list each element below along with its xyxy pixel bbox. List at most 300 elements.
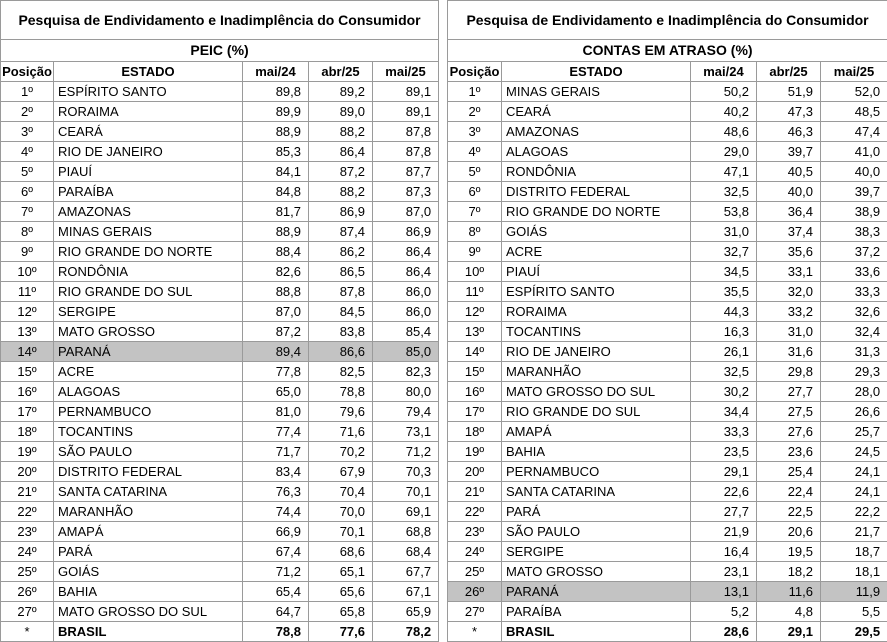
abr25-cell: 25,4 (757, 462, 821, 482)
state-cell: RIO GRANDE DO SUL (502, 402, 691, 422)
state-cell: RIO GRANDE DO SUL (54, 282, 243, 302)
position-cell: 10º (1, 262, 54, 282)
mai25-cell: 68,4 (373, 542, 439, 562)
mai24-cell: 64,7 (243, 602, 309, 622)
mai25-cell: 89,1 (373, 82, 439, 102)
mai25-cell: 86,4 (373, 242, 439, 262)
mai24-cell: 84,8 (243, 182, 309, 202)
table-row (448, 162, 887, 182)
mai24-cell: 30,2 (691, 382, 757, 402)
abr25-cell: 35,6 (757, 242, 821, 262)
abr25-cell: 33,1 (757, 262, 821, 282)
position-cell: 14º (448, 342, 502, 362)
table-row (448, 442, 887, 462)
abr25-cell: 32,0 (757, 282, 821, 302)
mai25-cell: 38,9 (821, 202, 887, 222)
mai24-cell: 87,0 (243, 302, 309, 322)
mai25-cell: 73,1 (373, 422, 439, 442)
position-cell: 19º (448, 442, 502, 462)
table-row (448, 262, 887, 282)
abr25-cell: 82,5 (309, 362, 373, 382)
table-subtitle: PEIC (%) (1, 40, 439, 62)
position-cell: 4º (1, 142, 54, 162)
mai25-cell: 69,1 (373, 502, 439, 522)
col-header-state: ESTADO (54, 62, 243, 82)
peic-panel (0, 0, 438, 642)
abr25-cell: 86,5 (309, 262, 373, 282)
state-cell: RIO GRANDE DO NORTE (502, 202, 691, 222)
position-cell: 6º (1, 182, 54, 202)
abr25-cell: 39,7 (757, 142, 821, 162)
mai25-cell: 40,0 (821, 162, 887, 182)
mai24-cell: 85,3 (243, 142, 309, 162)
state-cell: ESPÍRITO SANTO (502, 282, 691, 302)
mai25-cell: 71,2 (373, 442, 439, 462)
mai25-cell: 24,5 (821, 442, 887, 462)
abr25-cell: 4,8 (757, 602, 821, 622)
state-cell: RIO GRANDE DO NORTE (54, 242, 243, 262)
position-cell: 17º (448, 402, 502, 422)
table-row (1, 522, 439, 542)
position-cell: 27º (1, 602, 54, 622)
table-row (448, 142, 887, 162)
mai24-cell: 29,0 (691, 142, 757, 162)
table-row (1, 602, 439, 622)
mai24-cell: 89,4 (243, 342, 309, 362)
table-row (1, 422, 439, 442)
total-mai24-cell: 28,6 (691, 622, 757, 642)
col-header-position: Posição (448, 62, 502, 82)
mai24-cell: 77,4 (243, 422, 309, 442)
mai24-cell: 53,8 (691, 202, 757, 222)
mai25-cell: 32,4 (821, 322, 887, 342)
position-cell: 27º (448, 602, 502, 622)
table-row (1, 582, 439, 602)
mai24-cell: 82,6 (243, 262, 309, 282)
state-cell: RIO DE JANEIRO (502, 342, 691, 362)
abr25-cell: 40,0 (757, 182, 821, 202)
mai24-cell: 32,7 (691, 242, 757, 262)
position-cell: 16º (1, 382, 54, 402)
position-cell: 7º (1, 202, 54, 222)
mai25-cell: 86,4 (373, 262, 439, 282)
abr25-cell: 27,5 (757, 402, 821, 422)
state-cell: GOIÁS (54, 562, 243, 582)
position-cell: 9º (1, 242, 54, 262)
table-subtitle: CONTAS EM ATRASO (%) (448, 40, 887, 62)
col-header-mai24: mai/24 (691, 62, 757, 82)
abr25-cell: 70,2 (309, 442, 373, 462)
abr25-cell: 65,8 (309, 602, 373, 622)
mai24-cell: 77,8 (243, 362, 309, 382)
state-cell: AMAZONAS (54, 202, 243, 222)
mai25-cell: 37,2 (821, 242, 887, 262)
total-row (448, 622, 887, 642)
position-cell: 26º (448, 582, 502, 602)
table-row (1, 222, 439, 242)
position-cell: 13º (448, 322, 502, 342)
mai25-cell: 48,5 (821, 102, 887, 122)
state-cell: DISTRITO FEDERAL (502, 182, 691, 202)
table-row (448, 282, 887, 302)
state-cell: PARANÁ (54, 342, 243, 362)
mai24-cell: 88,9 (243, 222, 309, 242)
state-cell: SANTA CATARINA (54, 482, 243, 502)
total-position-cell: * (448, 622, 502, 642)
mai24-cell: 23,5 (691, 442, 757, 462)
mai25-cell: 32,6 (821, 302, 887, 322)
table-row (448, 422, 887, 442)
table-title: Pesquisa de Endividamento e Inadimplência do Consumidor (448, 1, 887, 40)
mai25-cell: 86,0 (373, 302, 439, 322)
position-cell: 5º (1, 162, 54, 182)
position-cell: 26º (1, 582, 54, 602)
mai25-cell: 87,7 (373, 162, 439, 182)
table-row (448, 382, 887, 402)
total-abr25-cell: 29,1 (757, 622, 821, 642)
state-cell: CEARÁ (502, 102, 691, 122)
table-row (1, 282, 439, 302)
mai24-cell: 88,9 (243, 122, 309, 142)
position-cell: 12º (448, 302, 502, 322)
peic-table (0, 0, 439, 642)
state-cell: GOIÁS (502, 222, 691, 242)
table-row (448, 522, 887, 542)
abr25-cell: 20,6 (757, 522, 821, 542)
mai24-cell: 35,5 (691, 282, 757, 302)
state-cell: RORAIMA (54, 102, 243, 122)
abr25-cell: 79,6 (309, 402, 373, 422)
mai24-cell: 27,7 (691, 502, 757, 522)
total-state-cell: BRASIL (502, 622, 691, 642)
mai24-cell: 31,0 (691, 222, 757, 242)
abr25-cell: 65,6 (309, 582, 373, 602)
abr25-cell: 22,4 (757, 482, 821, 502)
table-row (448, 542, 887, 562)
state-cell: AMAPÁ (502, 422, 691, 442)
table-row (1, 262, 439, 282)
table-row (1, 182, 439, 202)
table-row (448, 502, 887, 522)
position-cell: 22º (1, 502, 54, 522)
state-cell: RIO DE JANEIRO (54, 142, 243, 162)
mai25-cell: 22,2 (821, 502, 887, 522)
table-row (1, 542, 439, 562)
header-row (448, 62, 887, 82)
state-cell: ALAGOAS (54, 382, 243, 402)
state-cell: PIAUÍ (502, 262, 691, 282)
state-cell: PARÁ (54, 542, 243, 562)
mai25-cell: 65,9 (373, 602, 439, 622)
state-cell: PERNAMBUCO (502, 462, 691, 482)
mai24-cell: 87,2 (243, 322, 309, 342)
state-cell: MATO GROSSO DO SUL (502, 382, 691, 402)
position-cell: 14º (1, 342, 54, 362)
state-cell: MATO GROSSO DO SUL (54, 602, 243, 622)
table-row (1, 382, 439, 402)
state-cell: CEARÁ (54, 122, 243, 142)
col-header-position: Posição (1, 62, 54, 82)
state-cell: DISTRITO FEDERAL (54, 462, 243, 482)
state-cell: MATO GROSSO (502, 562, 691, 582)
state-cell: PARAÍBA (54, 182, 243, 202)
table-row (1, 562, 439, 582)
position-cell: 23º (1, 522, 54, 542)
abr25-cell: 18,2 (757, 562, 821, 582)
mai25-cell: 33,6 (821, 262, 887, 282)
table-row (1, 322, 439, 342)
table-row (448, 182, 887, 202)
mai24-cell: 13,1 (691, 582, 757, 602)
state-cell: ESPÍRITO SANTO (54, 82, 243, 102)
mai25-cell: 25,7 (821, 422, 887, 442)
position-cell: 5º (448, 162, 502, 182)
mai24-cell: 71,7 (243, 442, 309, 462)
mai25-cell: 26,6 (821, 402, 887, 422)
table-row (1, 102, 439, 122)
abr25-cell: 37,4 (757, 222, 821, 242)
col-header-state: ESTADO (502, 62, 691, 82)
abr25-cell: 46,3 (757, 122, 821, 142)
table-row (448, 122, 887, 142)
position-cell: 3º (448, 122, 502, 142)
mai25-cell: 85,0 (373, 342, 439, 362)
table-row (1, 362, 439, 382)
mai25-cell: 29,3 (821, 362, 887, 382)
state-cell: BAHIA (54, 582, 243, 602)
mai24-cell: 16,4 (691, 542, 757, 562)
total-row (1, 622, 439, 642)
state-cell: MINAS GERAIS (54, 222, 243, 242)
position-cell: 11º (448, 282, 502, 302)
table-row (1, 462, 439, 482)
position-cell: 17º (1, 402, 54, 422)
mai24-cell: 81,7 (243, 202, 309, 222)
col-header-mai24: mai/24 (243, 62, 309, 82)
state-cell: RONDÔNIA (502, 162, 691, 182)
mai24-cell: 29,1 (691, 462, 757, 482)
mai25-cell: 21,7 (821, 522, 887, 542)
state-cell: MATO GROSSO (54, 322, 243, 342)
abr25-cell: 68,6 (309, 542, 373, 562)
col-header-abr25: abr/25 (309, 62, 373, 82)
mai24-cell: 50,2 (691, 82, 757, 102)
mai24-cell: 65,0 (243, 382, 309, 402)
abr25-cell: 40,5 (757, 162, 821, 182)
state-cell: SÃO PAULO (54, 442, 243, 462)
col-header-abr25: abr/25 (757, 62, 821, 82)
col-header-mai25: mai/25 (821, 62, 887, 82)
abr25-cell: 88,2 (309, 182, 373, 202)
mai24-cell: 83,4 (243, 462, 309, 482)
abr25-cell: 83,8 (309, 322, 373, 342)
table-row (448, 202, 887, 222)
total-mai25-cell: 29,5 (821, 622, 887, 642)
position-cell: 4º (448, 142, 502, 162)
mai25-cell: 67,1 (373, 582, 439, 602)
position-cell: 25º (448, 562, 502, 582)
mai25-cell: 41,0 (821, 142, 887, 162)
mai24-cell: 88,8 (243, 282, 309, 302)
state-cell: MINAS GERAIS (502, 82, 691, 102)
abr25-cell: 36,4 (757, 202, 821, 222)
position-cell: 18º (1, 422, 54, 442)
state-cell: PERNAMBUCO (54, 402, 243, 422)
mai24-cell: 47,1 (691, 162, 757, 182)
abr25-cell: 86,2 (309, 242, 373, 262)
mai25-cell: 5,5 (821, 602, 887, 622)
state-cell: AMAPÁ (54, 522, 243, 542)
mai24-cell: 84,1 (243, 162, 309, 182)
state-cell: ALAGOAS (502, 142, 691, 162)
table-title: Pesquisa de Endividamento e Inadimplência do Consumidor (1, 1, 439, 40)
state-cell: ACRE (502, 242, 691, 262)
mai25-cell: 86,9 (373, 222, 439, 242)
mai25-cell: 11,9 (821, 582, 887, 602)
state-cell: RONDÔNIA (54, 262, 243, 282)
position-cell: 6º (448, 182, 502, 202)
abr25-cell: 31,0 (757, 322, 821, 342)
mai25-cell: 18,7 (821, 542, 887, 562)
state-cell: BAHIA (502, 442, 691, 462)
position-cell: 20º (1, 462, 54, 482)
position-cell: 20º (448, 462, 502, 482)
mai25-cell: 33,3 (821, 282, 887, 302)
abr25-cell: 29,8 (757, 362, 821, 382)
mai24-cell: 74,4 (243, 502, 309, 522)
mai25-cell: 47,4 (821, 122, 887, 142)
abr25-cell: 86,6 (309, 342, 373, 362)
mai24-cell: 5,2 (691, 602, 757, 622)
mai24-cell: 33,3 (691, 422, 757, 442)
table-row (1, 402, 439, 422)
abr25-cell: 87,8 (309, 282, 373, 302)
state-cell: PARÁ (502, 502, 691, 522)
mai25-cell: 82,3 (373, 362, 439, 382)
abr25-cell: 23,6 (757, 442, 821, 462)
mai25-cell: 68,8 (373, 522, 439, 542)
mai24-cell: 67,4 (243, 542, 309, 562)
position-cell: 2º (1, 102, 54, 122)
abr25-cell: 87,4 (309, 222, 373, 242)
table-row (448, 242, 887, 262)
mai24-cell: 16,3 (691, 322, 757, 342)
position-cell: 15º (1, 362, 54, 382)
table-row (448, 102, 887, 122)
abr25-cell: 11,6 (757, 582, 821, 602)
header-row (1, 62, 439, 82)
abr25-cell: 33,2 (757, 302, 821, 322)
state-cell: PIAUÍ (54, 162, 243, 182)
position-cell: 12º (1, 302, 54, 322)
position-cell: 8º (1, 222, 54, 242)
col-header-mai25: mai/25 (373, 62, 439, 82)
abr25-cell: 70,1 (309, 522, 373, 542)
table-row (448, 402, 887, 422)
mai25-cell: 87,3 (373, 182, 439, 202)
abr25-cell: 65,1 (309, 562, 373, 582)
abr25-cell: 67,9 (309, 462, 373, 482)
mai25-cell: 87,0 (373, 202, 439, 222)
position-cell: 13º (1, 322, 54, 342)
mai25-cell: 18,1 (821, 562, 887, 582)
mai24-cell: 76,3 (243, 482, 309, 502)
abr25-cell: 88,2 (309, 122, 373, 142)
state-cell: MARANHÃO (54, 502, 243, 522)
table-row (448, 82, 887, 102)
mai24-cell: 66,9 (243, 522, 309, 542)
table-row (1, 142, 439, 162)
mai25-cell: 87,8 (373, 122, 439, 142)
position-cell: 24º (1, 542, 54, 562)
position-cell: 3º (1, 122, 54, 142)
state-cell: AMAZONAS (502, 122, 691, 142)
state-cell: MARANHÃO (502, 362, 691, 382)
abr25-cell: 51,9 (757, 82, 821, 102)
abr25-cell: 86,9 (309, 202, 373, 222)
table-row (448, 362, 887, 382)
position-cell: 25º (1, 562, 54, 582)
mai25-cell: 85,4 (373, 322, 439, 342)
mai25-cell: 86,0 (373, 282, 439, 302)
total-mai24-cell: 78,8 (243, 622, 309, 642)
mai25-cell: 67,7 (373, 562, 439, 582)
position-cell: 10º (448, 262, 502, 282)
mai24-cell: 44,3 (691, 302, 757, 322)
mai24-cell: 23,1 (691, 562, 757, 582)
mai24-cell: 34,5 (691, 262, 757, 282)
mai25-cell: 31,3 (821, 342, 887, 362)
table-row (1, 502, 439, 522)
mai25-cell: 70,3 (373, 462, 439, 482)
mai24-cell: 32,5 (691, 182, 757, 202)
mai24-cell: 88,4 (243, 242, 309, 262)
mai25-cell: 52,0 (821, 82, 887, 102)
mai25-cell: 70,1 (373, 482, 439, 502)
table-row (1, 122, 439, 142)
abr25-cell: 70,0 (309, 502, 373, 522)
abr25-cell: 89,2 (309, 82, 373, 102)
state-cell: TOCANTINS (502, 322, 691, 342)
state-cell: TOCANTINS (54, 422, 243, 442)
state-cell: SÃO PAULO (502, 522, 691, 542)
table-row (448, 302, 887, 322)
mai24-cell: 81,0 (243, 402, 309, 422)
table-row (448, 562, 887, 582)
mai24-cell: 89,8 (243, 82, 309, 102)
mai24-cell: 22,6 (691, 482, 757, 502)
total-state-cell: BRASIL (54, 622, 243, 642)
mai25-cell: 79,4 (373, 402, 439, 422)
abr25-cell: 84,5 (309, 302, 373, 322)
mai25-cell: 39,7 (821, 182, 887, 202)
mai24-cell: 34,4 (691, 402, 757, 422)
position-cell: 1º (448, 82, 502, 102)
abr25-cell: 71,6 (309, 422, 373, 442)
mai24-cell: 21,9 (691, 522, 757, 542)
position-cell: 2º (448, 102, 502, 122)
table-row (448, 482, 887, 502)
mai24-cell: 71,2 (243, 562, 309, 582)
mai24-cell: 48,6 (691, 122, 757, 142)
table-row (1, 242, 439, 262)
position-cell: 9º (448, 242, 502, 262)
mai25-cell: 24,1 (821, 482, 887, 502)
position-cell: 15º (448, 362, 502, 382)
contas-atraso-table (447, 0, 887, 642)
abr25-cell: 47,3 (757, 102, 821, 122)
abr25-cell: 86,4 (309, 142, 373, 162)
